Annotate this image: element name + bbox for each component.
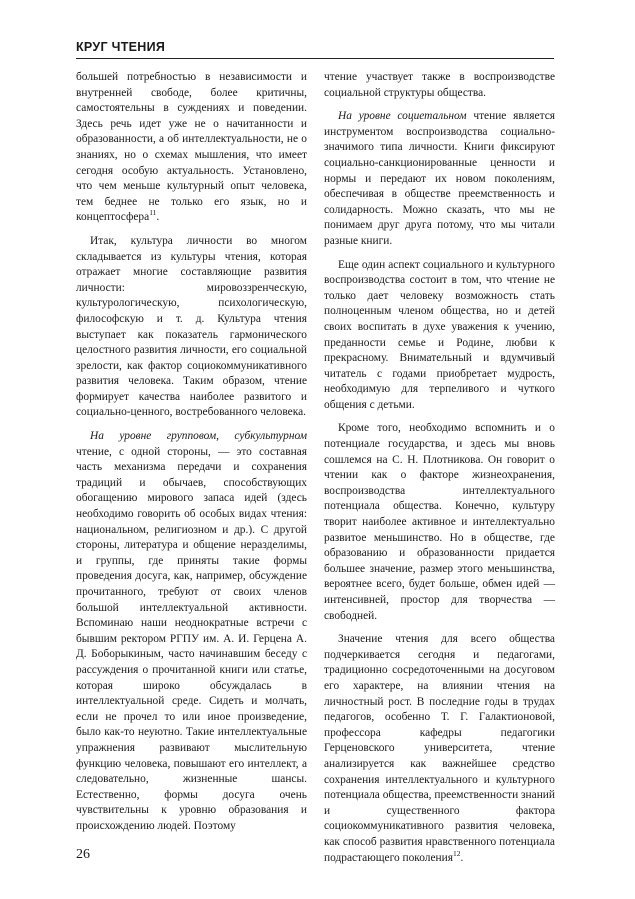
paragraph-text: чтение участвует также в воспроизводстве социальной структуры общества.	[324, 71, 555, 99]
right-column	[324, 70, 555, 874]
section-title: КРУГ ЧТЕНИЯ	[76, 40, 166, 54]
paragraph-text: Итак, культура личности во многом складывается из культуры чтения, которая отражает многие составляющие развития личности: мировоззренческую, культурологическую, психологическую, философскую и т. д. Культура чтения выступает как показатель гармонического целостного развития личности, его социальной зрелости, как фактор социокоммуникативного развития человека. Таким образом, чтение формирует качества наиболее развитого и социально-ценного, востребованного человека.	[76, 234, 307, 419]
paragraph-text: большей потребностью в независимости и внутренней свободе, более критичны, самостоятельны в суждениях и поведении. Здесь речь идет уже не о начитанности и образованности, а об интеллектуальности, не о знаниях, но о схемах мышления, что имеет сегодня особую актуальность. Установлено, что чем меньше культурный опыт человека, тем беднее не только его язык, но и концептосфера	[76, 71, 307, 224]
paragraph	[324, 109, 555, 249]
paragraph	[324, 258, 555, 414]
paragraph	[76, 70, 307, 226]
paragraph-text: чтение является инструментом воспроизводства социально-значимого типа личности. Книги фиксируют социально-санкционированные ценности и нормы и передают их новом поколениям, обеспечивая в обществе преемственность и солидарность. Можно сказать, что мы не понимаем друг друга потому, что мы читали разные книги.	[324, 110, 555, 247]
paragraph-text: Еще один аспект социального и культурного воспроизводства состоит в том, что чтение не только дает человеку возможность стать полноценным членом общества, но и детей своих воспитать в духе уважения к учению, преданности семье и Родине, любви к прекрасному. Внимательный и вдумчивый читатель с годами приобретает мудрость, необходимую для терпеливого и чуткого общения с детьми.	[324, 258, 555, 411]
paragraph-text: чтение, с одной стороны, — это составная часть механизма передачи и сохранения традиций и обычаев, способствующих обогащению мирового запаса идей (здесь необходимо говорить об особых видах чтения: национальном, религиозном и др.). С другой стороны, литература и общение неразделимы, и группы, где приняты такие формы проведения досуга, как, например, обсуждение прочитанного, требуют от своих членов большой интеллектуальной активности. Вспоминаю наши неоднократные встречи с бывшим ректором РГПУ им. А. И. Герцена А. Д. Боборыкиным, часто начинавшим беседу с рассуждения о прочитанной книги или статье, которая широко обсуждалась в интеллектуальной среде. Сидеть и молчать, если не прочел то или иное произведение, было как-то неуютно. Такие интеллектуальные упражнения развивают мыслительную функцию человека, повышают его интеллект, а следовательно, жизненные шансы. Естественно, формы досуга очень чувствительны к уровню образования и происхождению людей. Поэтому	[76, 445, 307, 832]
paragraph	[76, 234, 307, 421]
page-number: 26	[76, 847, 90, 862]
paragraph-end: .	[156, 211, 160, 224]
paragraph	[324, 70, 555, 101]
paragraph-text: Значение чтения для всего общества подчеркивается сегодня и педагогами, традиционно сосредоточенными на досуговом его характере, на влиянии чтения на личностный рост. В последние годы в трудах педагогов, особенно Т. Г. Галактионовой, профессора кафедры педагогики Герценовского университета, чтение анализируется как важнейшее средство сохранения интеллектуального и культурного потенциала общества, преемственности знаний и существенного фактора социокоммуникативного развития человека, как способ развития нравственного потенциала подрастающего поколения	[324, 633, 555, 864]
italic-lead: На уровне групповом, субкультурном	[90, 430, 307, 443]
italic-lead: На уровне социетальном	[338, 110, 467, 123]
paragraph-text: Кроме того, необходимо вспомнить и о потенциале государства, и здесь мы вновь сошлемся на С. Н. Плотникова. Он говорит о чтении как о факторе жизнеохранения, воспроизводства интеллектуального потенциала общества. Конечно, культуру творит наиболее активное и интеллектуально развитое меньшинство. Но в обществе, где образованию и образованности придается большее значение, размер этого меньшинства, вероятнее всего, будет больше, обмен идей — интенсивней, простор для творчества — свободней.	[324, 422, 555, 622]
footnote-ref: 11	[149, 208, 157, 218]
paragraph	[324, 421, 555, 624]
paragraph	[324, 632, 555, 866]
left-column	[76, 70, 307, 843]
paragraph-end: .	[460, 851, 464, 864]
paragraph	[76, 429, 307, 834]
running-header	[76, 40, 554, 59]
footnote-ref: 12	[452, 848, 461, 858]
